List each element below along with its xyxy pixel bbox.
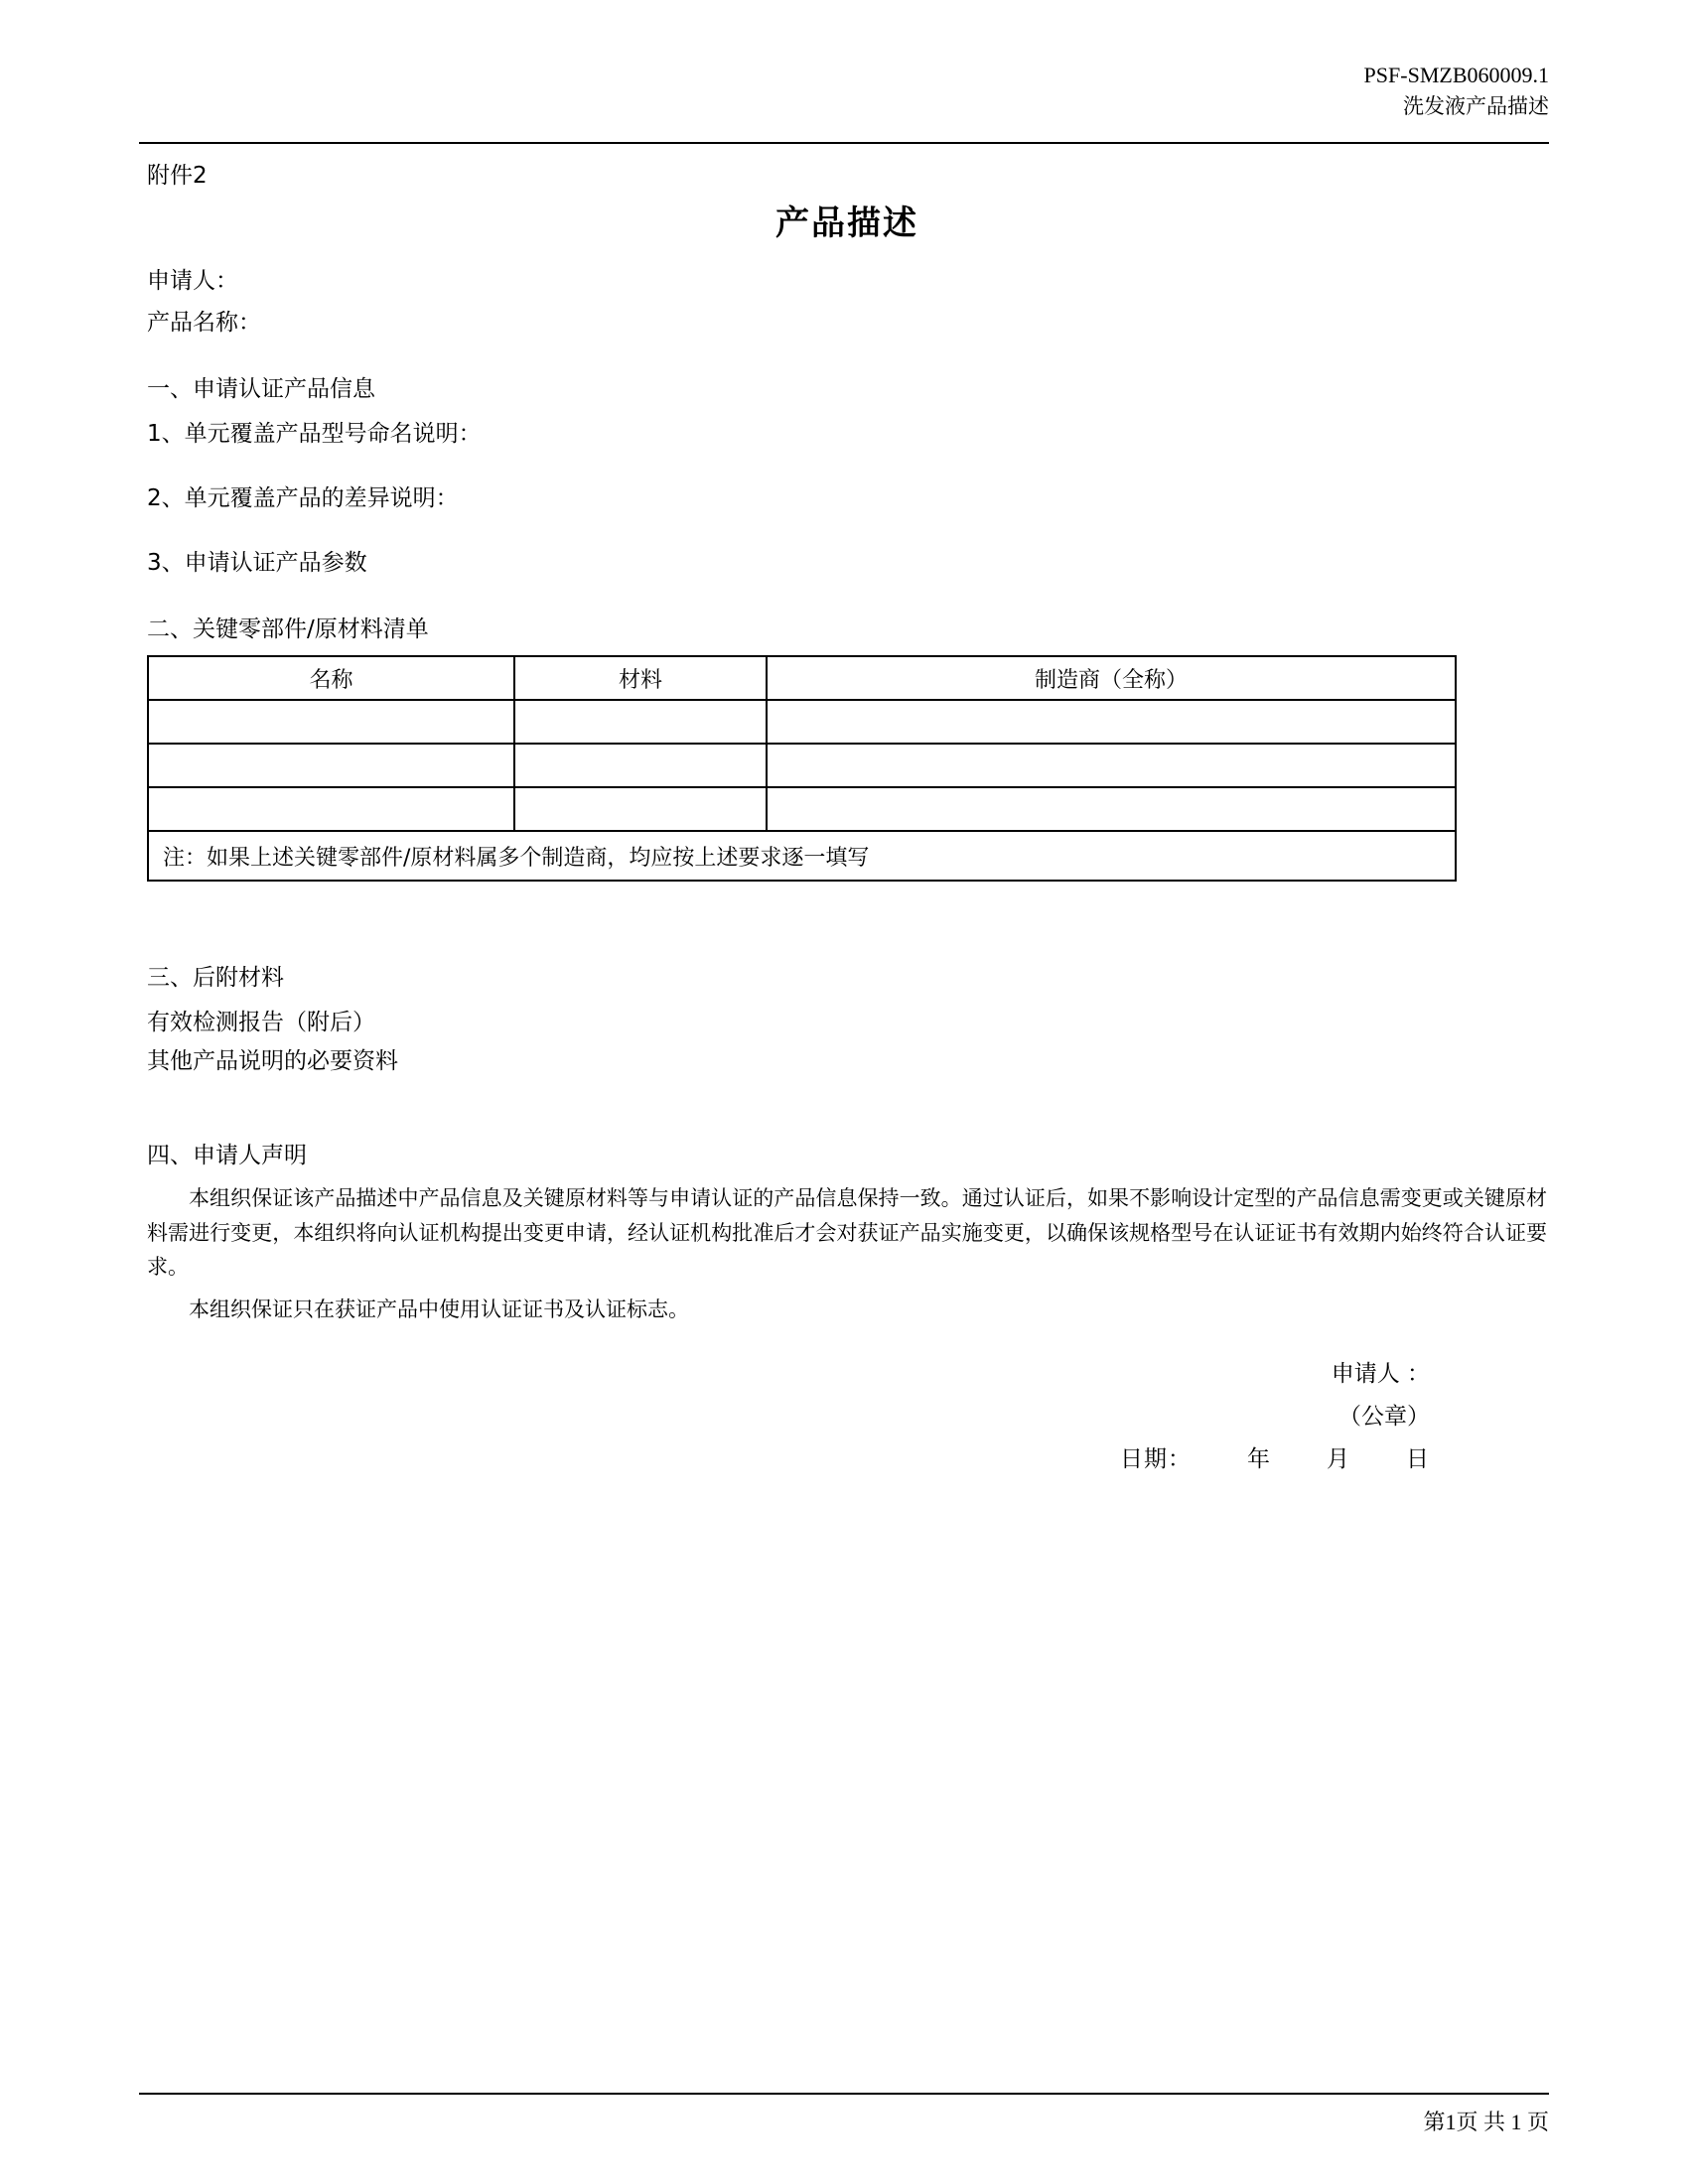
table-note-row [148,831,1456,881]
header-divider [139,142,1549,144]
table-cell-name[interactable] [148,744,514,787]
attached-material-2: 其他产品说明的必要资料 [147,1048,398,1074]
section-2-title: 二、关键零部件/原材料清单 [147,616,429,642]
table-cell-manufacturer[interactable] [767,700,1456,744]
table-cell-material[interactable] [514,744,767,787]
attachment-label: 附件2 [147,163,208,189]
header-document-code: PSF-SMZB060009.1 [1363,63,1549,87]
page-title: 产品描述 [775,204,918,243]
table-cell-material[interactable] [514,700,767,744]
section-1-item-2: 2、单元覆盖产品的差异说明： [147,485,459,511]
footer-page-info: 第1页 共 1 页 [1423,2110,1549,2134]
table-header-row [148,656,1456,700]
signature-date-row [147,1440,1547,1473]
attached-material-1: 有效检测报告（附后） [147,1010,375,1035]
table-cell-material[interactable] [514,787,767,831]
declaration-paragraph-2: 本组织保证只在获证产品中使用认证证书及认证标志。 [189,1297,689,1321]
table-row [148,744,1456,787]
page-header [139,60,1549,121]
table-cell-name[interactable] [148,700,514,744]
signature-applicant-label: 申请人 ： [1331,1360,1430,1387]
table-cell-manufacturer[interactable] [767,787,1456,831]
key-components-table [147,655,1457,882]
section-4-title: 四、申请人声明 [147,1143,307,1168]
product-name-field-label: 产品名称： [147,310,261,336]
table-row [148,787,1456,831]
header-document-subtitle: 洗发液产品描述 [1403,93,1549,118]
applicant-field-label: 申请人： [147,268,238,294]
footer-divider [139,2093,1549,2095]
table-note: 注：如果上述关键零部件/原材料属多个制造商，均应按上述要求逐一填写 [148,831,1456,881]
document-content [147,157,1547,1483]
section-3-title: 三、后附材料 [147,965,284,991]
table-header-material: 材料 [514,656,767,700]
table-row [148,700,1456,744]
section-1-item-3: 3、申请认证产品参数 [147,550,367,576]
table-cell-manufacturer[interactable] [767,744,1456,787]
section-1-title: 一、申请认证产品信息 [147,376,375,402]
signature-seal-label: （公章） [1338,1403,1430,1430]
declaration-paragraph-1: 本组织保证该产品描述中产品信息及关键原材料等与申请认证的产品信息保持一致。通过认证后，如果不影响设计定型的产品信息需变更或关键原材料需进行变更，本组织将向认证机构提出变更申请，经认证机构批准后才会对获证产品实施变更，以确保该规格型号在认证证书有效期内始终符合认证要求。 [147,1186,1547,1280]
signature-block [147,1355,1547,1473]
date-label: 日期： [1120,1445,1192,1472]
table-cell-name[interactable] [148,787,514,831]
section-1-item-1: 1、单元覆盖产品型号命名说明： [147,421,482,447]
date-month-label: 月 [1327,1445,1350,1472]
date-year-label: 年 [1247,1445,1271,1472]
date-day-label: 日 [1406,1445,1430,1472]
table-header-manufacturer: 制造商（全称） [767,656,1456,700]
table-header-name: 名称 [148,656,514,700]
